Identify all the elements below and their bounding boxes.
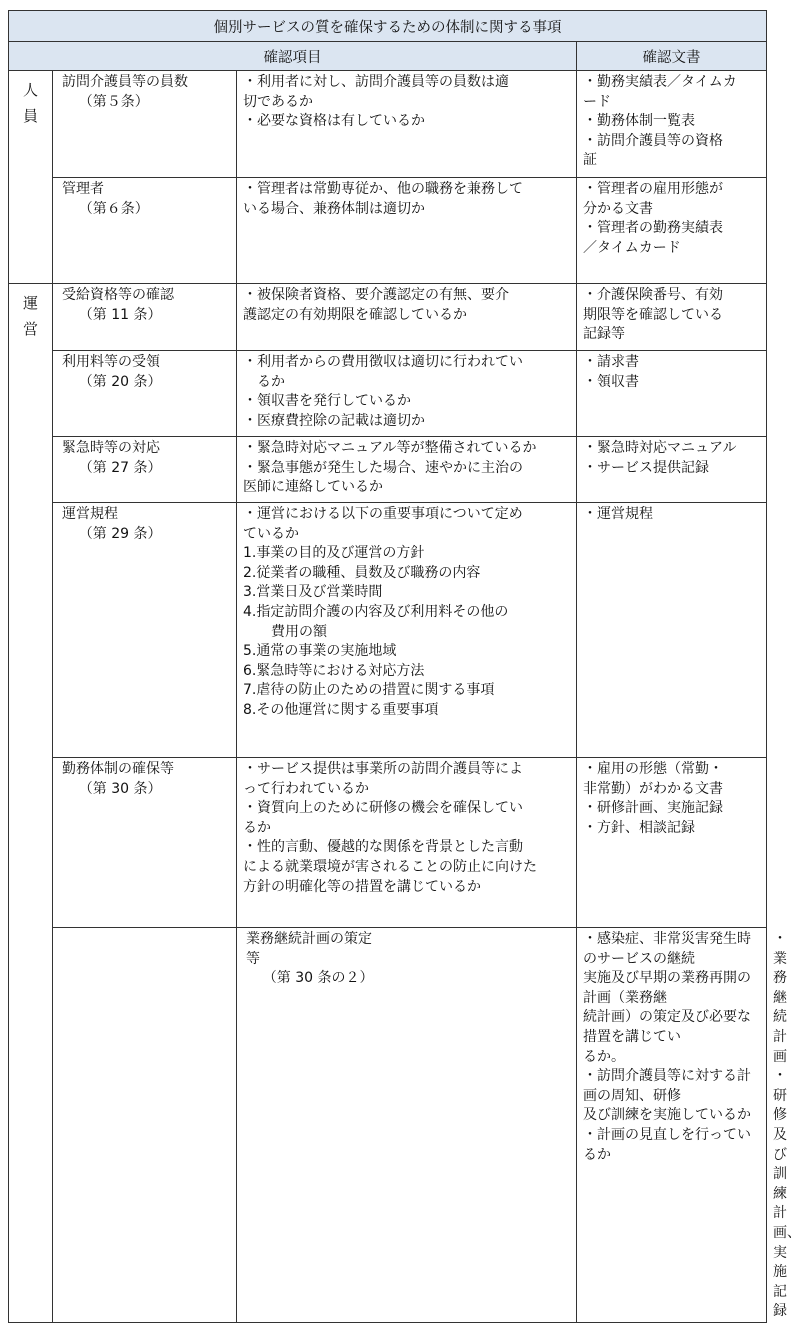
doc-line: ・サービス提供記録 — [583, 459, 709, 476]
check-line: ・資質向上のために研修の機会を確保してい — [243, 800, 523, 817]
header-check-item: 確認項目 — [9, 42, 577, 71]
table-row — [9, 178, 767, 284]
table-row — [9, 284, 767, 351]
check-line: ・感染症、非常災害発生時のサービスの継続 — [583, 931, 751, 967]
item-article: （第６条） — [78, 200, 149, 217]
doc-cell — [577, 284, 767, 351]
category-char: 運 — [22, 294, 38, 312]
check-line: 費用の額 — [243, 623, 327, 640]
check-line: って行われているか — [243, 780, 369, 797]
doc-line: ・雇用の形態（常勤・ — [583, 761, 723, 777]
doc-cell — [577, 178, 767, 284]
doc-line: ・研修計画、実施記録 — [583, 800, 723, 817]
check-cell — [237, 437, 577, 503]
item-name-cont: 等 — [246, 950, 260, 967]
check-cell — [237, 351, 577, 437]
item-cell — [53, 437, 237, 503]
check-line: ・緊急事態が発生した場合、速やかに主治の — [243, 459, 523, 476]
check-line: るか — [243, 819, 271, 836]
check-cell — [237, 71, 577, 178]
check-line: るか。 — [583, 1048, 625, 1065]
doc-cell — [577, 437, 767, 503]
check-cell — [237, 178, 577, 284]
item-article: （第 29 条） — [78, 525, 162, 542]
doc-line: 期限等を確認している — [583, 306, 723, 323]
check-line: 医師に連絡しているか — [243, 479, 383, 496]
check-line: ・サービス提供は事業所の訪問介護員等によ — [243, 761, 523, 777]
check-line: 6.緊急時等における対応方法 — [243, 662, 425, 679]
doc-line: ード — [583, 93, 611, 110]
check-line: 8.その他運営に関する重要事項 — [243, 701, 439, 718]
doc-line: ・勤務実績表／タイムカ — [583, 74, 737, 90]
item-article: （第 30 条の２） — [262, 970, 374, 987]
check-line: いる場合、兼務体制は適切か — [243, 200, 425, 217]
header-row — [9, 42, 767, 71]
check-line: による就業環境が害されることの防止に向けた — [243, 858, 537, 875]
check-line: ・被保険者資格、要介護認定の有無、要介 — [243, 287, 509, 303]
doc-line: 分かる文書 — [583, 200, 653, 217]
check-cell — [237, 758, 577, 928]
item-cell — [53, 503, 237, 758]
doc-line: ・管理者の雇用形態が — [583, 181, 723, 197]
item-cell — [53, 351, 237, 437]
check-line: ・性的言動、優越的な関係を背景とした言動 — [243, 839, 523, 856]
doc-line: ・介護保険番号、有効 — [583, 287, 723, 303]
check-line: ・利用者に対し、訪問介護員等の員数は適 — [243, 74, 509, 90]
doc-cell — [577, 351, 767, 437]
check-line: るか — [243, 373, 285, 390]
table-title: 個別サービスの質を確保するための体制に関する事項 — [9, 11, 767, 42]
doc-line: 非常勤）がわかる文書 — [583, 780, 723, 797]
check-line: ・計画の見直しを行っているか — [583, 1126, 751, 1163]
table-row — [9, 351, 767, 437]
doc-line: ・緊急時対応マニュアル — [583, 440, 737, 456]
doc-line: ・請求書 — [583, 354, 639, 370]
check-line: 実施及び早期の業務再開の計画（業務継 — [583, 970, 751, 1006]
category-char: 営 — [22, 320, 38, 338]
category-cell-empty — [53, 928, 237, 1323]
item-name: 運営規程 — [62, 506, 118, 522]
check-line: ・領収書を発行しているか — [243, 393, 411, 410]
doc-line: ・訪問介護員等の資格 — [583, 132, 723, 149]
item-article: （第 30 条） — [78, 780, 162, 797]
category-cell — [9, 284, 53, 1323]
title-row — [9, 11, 767, 42]
doc-line: ・運営規程 — [583, 506, 653, 522]
item-article: （第 11 条） — [78, 306, 162, 323]
doc-cell — [577, 503, 767, 758]
check-line: 護認定の有効期限を確認しているか — [243, 306, 467, 323]
check-line: 及び訓練を実施しているか — [583, 1107, 751, 1124]
check-line: 方針の明確化等の措置を講じているか — [243, 878, 481, 895]
header-check-docs: 確認文書 — [577, 42, 767, 71]
item-name: 利用料等の受領 — [62, 354, 160, 370]
check-cell — [237, 284, 577, 351]
item-article: （第５条） — [78, 93, 149, 110]
check-line: 3.営業日及び営業時間 — [243, 584, 383, 601]
table-row — [9, 758, 767, 928]
item-article: （第 27 条） — [78, 459, 162, 476]
item-name: 管理者 — [62, 181, 104, 197]
category-char: 員 — [22, 107, 38, 125]
item-name: 受給資格等の確認 — [62, 287, 174, 303]
item-cell — [53, 71, 237, 178]
doc-line: ／タイムカード — [583, 239, 681, 256]
doc-line: ・領収書 — [583, 373, 639, 390]
doc-line: 記録等 — [583, 326, 625, 343]
item-cell — [53, 284, 237, 351]
item-name: 緊急時等の対応 — [62, 440, 160, 456]
category-char: 人 — [22, 81, 38, 99]
check-line: ・必要な資格は有しているか — [243, 113, 425, 130]
table-row — [9, 437, 767, 503]
check-line: ているか — [243, 525, 299, 542]
check-line: ・緊急時対応マニュアル等が整備されているか — [243, 440, 537, 456]
check-line: ・運営における以下の重要事項について定め — [243, 506, 523, 522]
check-line: 1.事業の目的及び運営の方針 — [243, 545, 425, 562]
check-cell — [577, 928, 767, 1323]
check-line: 5.通常の事業の実施地域 — [243, 643, 397, 660]
item-cell — [53, 178, 237, 284]
check-line: 2.従業者の職種、員数及び職務の内容 — [243, 564, 481, 581]
check-line: ・利用者からの費用徴収は適切に行われてい — [243, 354, 523, 370]
check-line: 7.虐待の防止のための措置に関する事項 — [243, 682, 495, 699]
compliance-table — [8, 10, 801, 1323]
category-cell — [9, 71, 53, 284]
table-row — [9, 71, 767, 178]
table-row — [9, 503, 767, 758]
doc-cell — [577, 758, 767, 928]
item-name: 訪問介護員等の員数 — [62, 74, 188, 90]
check-line: 4.指定訪問介護の内容及び利用料その他の — [243, 603, 509, 620]
check-line: 切であるか — [243, 93, 313, 110]
check-line: 続計画）の策定及び必要な措置を講じてい — [583, 1009, 751, 1045]
check-cell — [237, 503, 577, 758]
doc-cell — [577, 71, 767, 178]
item-name: 業務継続計画の策定 — [246, 931, 372, 947]
doc-line: ・方針、相談記録 — [583, 819, 695, 836]
check-line: ・訪問介護員等に対する計画の周知、研修 — [583, 1068, 751, 1104]
item-article: （第 20 条） — [78, 373, 162, 390]
table-row: 業務継続計画の策定 等 （第 30 条の２） ・感染症、非常災害発生時のサービスの継続 実施及び早期の業務再開の計画（業務継 続計画）の策定及び必要な措置を講じてい るか。 ・訪問介護員等に対する計画の周知、研修 及び訓練を実施しているか ・計画の見直しを行っているか ・業務継続計画 ・研修及び訓練計画、 実施記録 — [9, 928, 767, 1323]
check-line: ・管理者は常勤専従か、他の職務を兼務して — [243, 181, 523, 197]
doc-line: 証 — [583, 152, 597, 169]
item-cell — [53, 758, 237, 928]
doc-line: ・勤務体制一覧表 — [583, 113, 695, 130]
doc-line: ・管理者の勤務実績表 — [583, 220, 723, 237]
item-name: 勤務体制の確保等 — [62, 761, 174, 777]
check-line: ・医療費控除の記載は適切か — [243, 412, 425, 429]
item-cell — [237, 928, 577, 1323]
